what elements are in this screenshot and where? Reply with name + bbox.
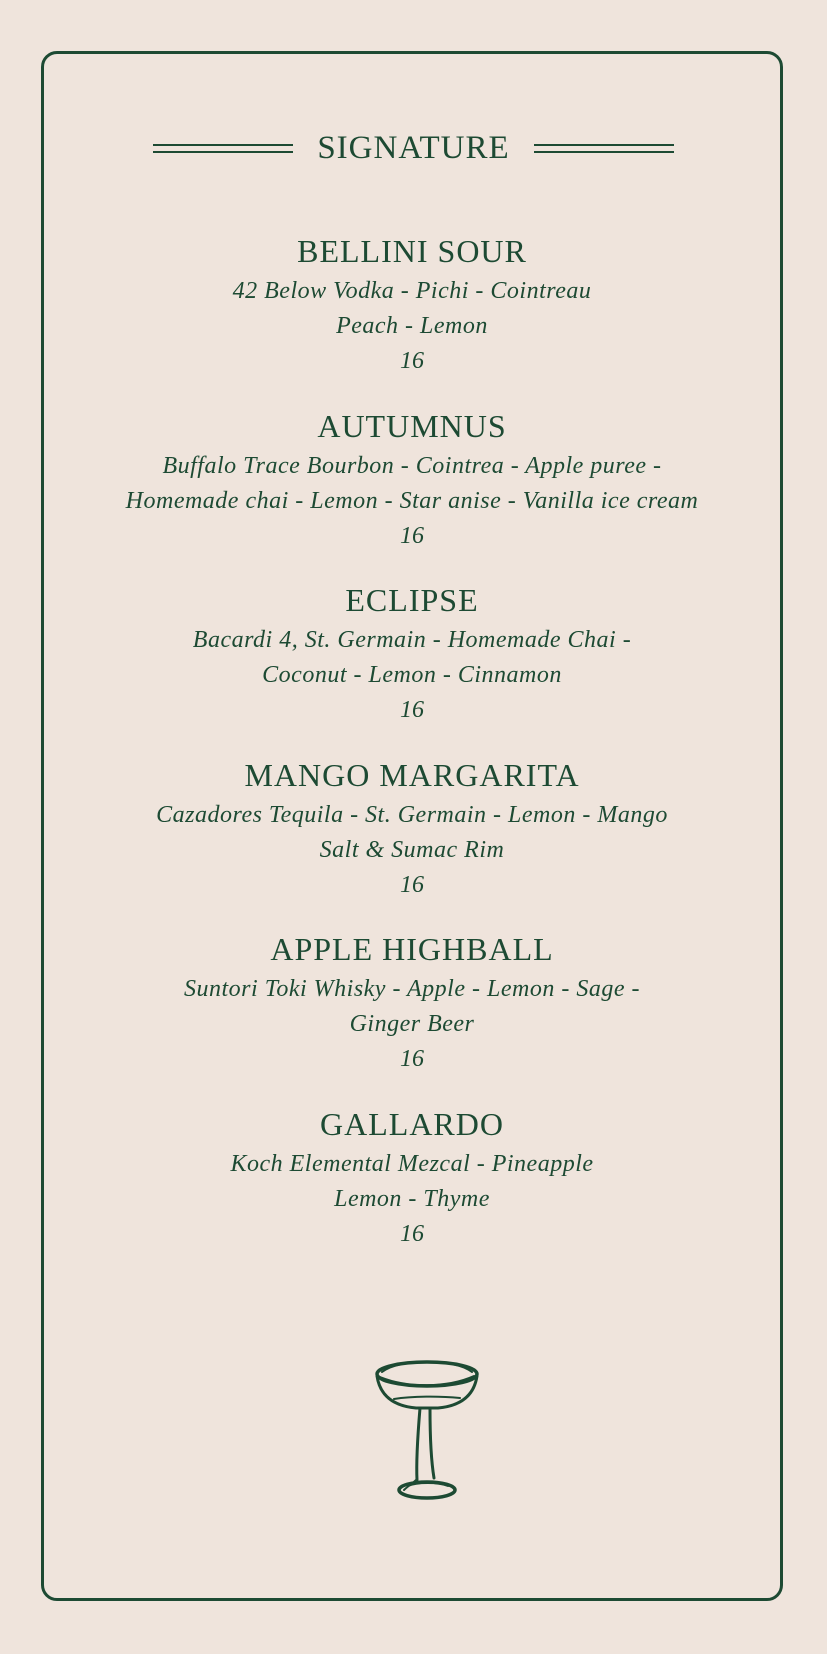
item-ingredients: Bacardi 4, St. Germain - Homemade Chai - — [192, 627, 632, 653]
cocktail-glass-icon — [372, 1352, 482, 1512]
menu-item-autumnus — [41, 403, 783, 578]
menu-item-gallardo — [41, 1101, 783, 1276]
item-name: AUTUMNUS — [317, 407, 507, 444]
section-title: SIGNATURE — [317, 130, 510, 166]
item-ingredients: Peach - Lemon — [336, 313, 488, 339]
menu-item-eclipse — [41, 577, 783, 752]
item-ingredients: Ginger Beer — [349, 1011, 475, 1037]
item-ingredients: Cazadores Tequila - St. Germain - Lemon - Mango — [156, 801, 668, 828]
menu-item-apple-highball — [41, 926, 783, 1101]
item-ingredients: Homemade chai - Lemon - Star anise - Vanilla ice cream — [125, 487, 699, 514]
menu-item-bellini-sour — [41, 228, 783, 403]
item-name: MANGO MARGARITA — [244, 756, 580, 793]
item-name: APPLE HIGHBALL — [270, 931, 554, 967]
item-ingredients: Coconut - Lemon - Cinnamon — [262, 662, 562, 688]
item-price: 16 — [400, 1046, 424, 1072]
item-price: 16 — [400, 1220, 424, 1247]
item-price: 16 — [400, 348, 424, 374]
header-rule-right — [534, 144, 674, 153]
menu-item-mango-margarita — [41, 752, 783, 927]
item-ingredients: Suntori Toki Whisky - Apple - Lemon - Sage - — [184, 976, 640, 1002]
item-name: BELLINI SOUR — [297, 233, 527, 269]
item-price: 16 — [400, 522, 424, 549]
item-name: GALLARDO — [320, 1105, 504, 1142]
header-rule-left — [153, 144, 293, 153]
item-ingredients: Lemon - Thyme — [334, 1185, 490, 1212]
item-ingredients: 42 Below Vodka - Pichi - Cointreau — [232, 278, 592, 304]
item-ingredients: Koch Elemental Mezcal - Pineapple — [230, 1150, 594, 1177]
item-price: 16 — [400, 871, 424, 898]
item-ingredients: Salt & Sumac Rim — [319, 836, 505, 863]
item-price: 16 — [400, 697, 424, 723]
section-header — [0, 124, 827, 172]
cocktail-list — [41, 228, 783, 1275]
item-ingredients: Buffalo Trace Bourbon - Cointrea - Apple puree - — [162, 452, 662, 479]
item-name: ECLIPSE — [345, 582, 479, 618]
